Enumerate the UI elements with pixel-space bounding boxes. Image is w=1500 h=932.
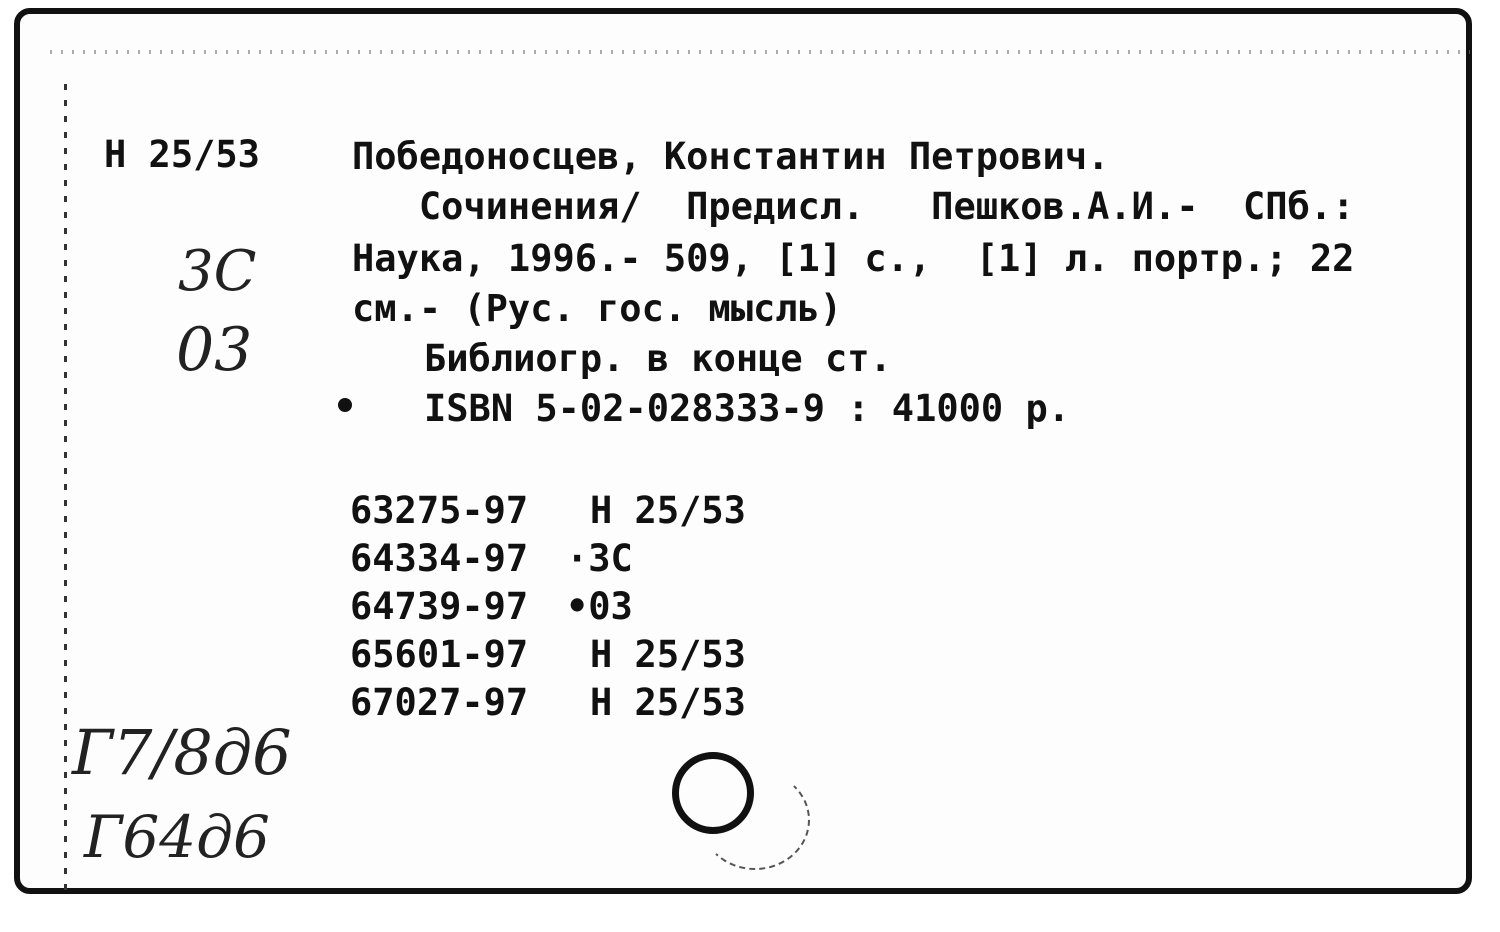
holding-location: Н 25/53 [590,633,746,676]
card-edge-speckle [50,50,1470,54]
description-line: Наука, 1996.- 509, [1] с., [1] л. портр.; 22 [352,237,1355,280]
holding-location: •03 [566,585,633,628]
shelfmark: Н 25/53 [104,133,260,176]
holding-location: ·3С [566,537,633,580]
isbn-price: ISBN 5-02-028333-9 : 41000 р. [424,387,1071,430]
handwritten-mark: 3С [178,239,257,304]
holding-inventory: 67027-97 [350,681,529,724]
bullet-mark [338,398,352,412]
holding-inventory: 64334-97 [350,537,529,580]
description-line: см.- (Рус. гос. мысль) [352,287,843,330]
handwritten-note: Г64д6 [84,803,270,871]
bibliography-note: Библиогр. в конце ст. [424,337,892,380]
holding-inventory: 64739-97 [350,585,529,628]
handwritten-mark: 03 [176,315,253,385]
holding-inventory: 65601-97 [350,633,529,676]
handwritten-note: Г7/8д6 [72,716,292,789]
holding-inventory: 63275-97 [350,489,529,532]
author-heading: Победоносцев, Константин Петрович. [352,135,1110,178]
holding-location: Н 25/53 [590,489,746,532]
punch-hole [672,752,754,834]
card-margin-mark [64,84,67,894]
description-line: Сочинения/ Предисл. Пешков.А.И.- СПб.: [352,185,1355,228]
holding-location: Н 25/53 [590,681,746,724]
